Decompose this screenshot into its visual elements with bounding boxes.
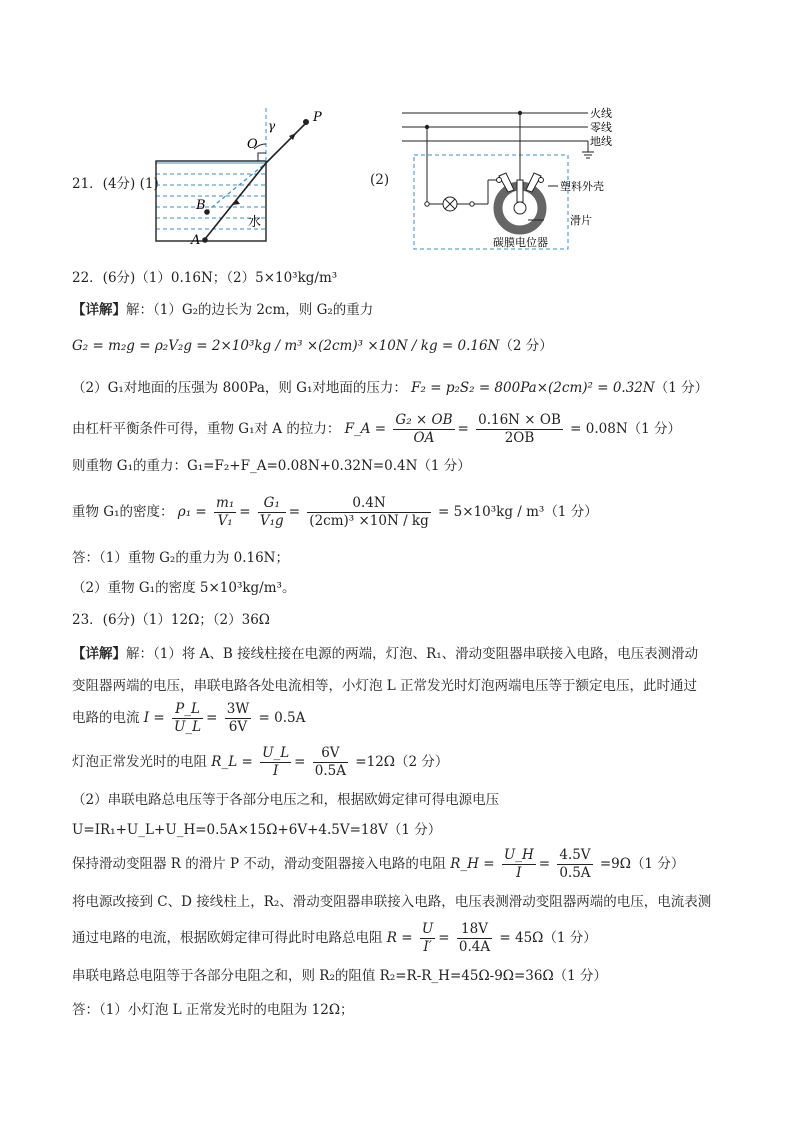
q22-line2 — [72, 378, 708, 398]
eqI-den1: U_L — [174, 719, 202, 735]
label-O: O — [247, 137, 258, 152]
eq3-den1: OA — [413, 430, 435, 446]
eqH-den2: 0.5A — [559, 865, 591, 881]
virtual-ray — [206, 163, 266, 212]
eq5-num2: G₁ — [258, 495, 286, 513]
eqT-lhs: R = — [386, 930, 413, 946]
eqH-score: （1 分） — [630, 856, 685, 872]
point-A — [202, 237, 208, 243]
q22-text3: 由杠杆平衡条件可得，重物 G₁对 A 的拉力： — [72, 421, 341, 437]
eqH-num2: 4.5V — [559, 847, 591, 863]
eq3-frac1 — [393, 412, 454, 447]
label-slider: 滑片 — [570, 214, 592, 227]
eq5-den1: V₁ — [217, 513, 233, 529]
eqI-frac2 — [225, 701, 251, 736]
eqR-den1: I — [272, 763, 279, 779]
eqR-score: （2 分） — [394, 754, 449, 770]
q23-text1c: 电路的电流 — [72, 710, 140, 726]
q22-answer2: （2）重物 G₁的密度 5×10³kg/m³。 — [72, 580, 296, 596]
label-ground-wire: 地线 — [590, 135, 612, 148]
eqI-num2: 3W — [226, 701, 250, 717]
eqT-frac2 — [457, 921, 492, 956]
eq3-num1: G₂ × OB — [395, 412, 453, 428]
eq5-frac2 — [258, 495, 286, 530]
eq5-frac3 — [307, 495, 430, 530]
eqT-den1: I′ — [423, 939, 432, 955]
q23-line7: 通过电路的电流，根据欧姆定律可得此时电路总电阻 R = $\frac{U}{I'}$ = $\frac{18V}{0.4A}$ = 45Ω（1 分） — [72, 921, 597, 955]
q23-line6: 将电源改接到 C、D 接线柱上，R₂、滑动变阻器串联接入电路，电压表测滑动变阻器两端的电压，电流表测 — [72, 894, 712, 910]
q23-line4: U=IR₁+U_L+U_H=0.5A×15Ω+6V+4.5V=18V（1 分） — [72, 822, 442, 838]
eq5-score: （1 分） — [544, 504, 598, 520]
point-P — [303, 119, 309, 125]
q23-para1a — [72, 644, 698, 664]
eqR-frac1 — [260, 745, 291, 780]
eq5-result: = 5×10³kg / m³ — [438, 504, 545, 520]
label-P: P — [313, 110, 322, 125]
eqT-score: （1 分） — [543, 930, 597, 946]
eqI-lhs: I = — [143, 710, 165, 726]
q22-text5: 重物 G₁的密度： — [72, 504, 174, 520]
q22-answer1: 答：（1）重物 G₂的重力为 0.16N； — [72, 550, 289, 566]
eqR-num1: U_L — [262, 745, 290, 761]
eq2-formula: F₂ = p₂S₂ = 800Pa×(2cm)² = 0.32N — [411, 380, 655, 396]
eqH-den1: I — [516, 865, 522, 881]
q21-part2-label: (2) — [370, 172, 390, 188]
q23-answer1: 答：（1）小灯泡 L 正常发光时的电阻为 12Ω； — [72, 1002, 354, 1018]
q23-para1c: 电路的电流 I = $\frac{P\_L}{U\_L}$ = $\frac{3W}{6V}$ = 0.5A — [72, 701, 306, 735]
eqT-num1: U — [421, 921, 434, 937]
q23-line2: 灯泡正常发光时的电阻 R_L = $\frac{U\_L}{I}$ = $\frac{6V}{0.5A}$ =12Ω（2 分） — [72, 745, 449, 779]
q23-text7: 通过电路的电流，根据欧姆定律可得此时电路总电阻 — [72, 930, 383, 946]
eqT-result: = 45Ω — [499, 930, 544, 946]
eq3-frac2 — [476, 412, 563, 447]
eqR-num2: 6V — [313, 745, 348, 763]
eqH-num1: U_H — [503, 847, 534, 863]
q22-line1 — [72, 300, 373, 320]
eqI-den2: 6V — [228, 719, 248, 735]
refraction-figure — [150, 108, 335, 253]
eq5-den2: V₁g — [259, 513, 284, 529]
eqH-lhs: R_H = — [450, 856, 495, 872]
eq1-formula: G₂ = m₂g = ρ₂V₂g = 2×10³kg / m³ ×(2cm)³ ×10N / kg = 0.16N — [72, 338, 500, 354]
circuit-figure — [398, 100, 638, 255]
q22-line5: 重物 G₁的密度： ρ₁ = $\frac{\text{m₁}}{\text{V₁}}$ = $\frac{\text{G₁}}{\text{V₁g}}$ = $\frac{0.4N}{\text{(2cm)³ ×10N / kg}}$ = 5×10³kg / m³（1 分） — [72, 495, 598, 529]
eq3-score: （1 分） — [627, 421, 682, 437]
q23-line8: 串联电路总电阻等于各部分电阻之和，则 R₂的阻值 R₂=R-R_H=45Ω-9Ω=36Ω（1 分） — [72, 968, 608, 984]
eq5-num3: 0.4N — [307, 495, 430, 513]
eq5-lhs: ρ₁ = — [177, 504, 207, 520]
q22-line3: 由杠杆平衡条件可得，重物 G₁对 A 的拉力： F_A = $\frac{\text{G₂ × OB}}{OA}$ = $\frac{0.16N \times OB}{2OB}$ = 0.08N（1 分） — [72, 412, 682, 446]
eq3-lhs: F_A = — [344, 421, 387, 437]
label-B: B — [196, 198, 206, 213]
eq5-frac1 — [214, 495, 236, 530]
eq1-score: （2 分） — [499, 338, 553, 354]
q23-header: 23．(6分)（1）12Ω；（2）36Ω — [72, 612, 270, 628]
eqI-num1: P_L — [172, 701, 203, 719]
eqT-den2: 0.4A — [458, 939, 491, 955]
right-angle-mark — [258, 153, 266, 161]
eqR-frac2 — [313, 745, 348, 780]
eqT-frac1 — [420, 921, 435, 956]
eq5-den3: (2cm)³ ×10N / kg — [309, 513, 429, 529]
q22-header: 22．(6分)（1）0.16N；（2）5×10³kg/m³ — [72, 270, 338, 286]
q22-text1: 解：（1）G₂的边长为 2cm，则 G₂的重力 — [126, 302, 374, 318]
label-plastic-shell: 塑料外壳 — [560, 180, 604, 193]
detail-tag: 【详解】 — [72, 302, 126, 318]
eq5-num1: m₁ — [216, 495, 235, 511]
label-live-wire: 火线 — [590, 107, 612, 120]
q23-text5: 保持滑动变阻器 R 的滑片 P 不动，滑动变阻器接入电路的电阻 — [72, 856, 446, 872]
eq3-num2: 0.16N × OB — [478, 412, 561, 428]
eqH-frac2 — [557, 847, 592, 882]
label-neutral-wire: 零线 — [590, 121, 612, 134]
eqT-num2: 18V — [457, 921, 492, 939]
q22-eq1 — [72, 336, 553, 356]
eqR-lhs: R_L = — [211, 754, 253, 770]
q23-para1b: 变阻器两端的电压，串联电路各处电流相等，小灯泡 L 正常发光时灯泡两端电压等于额定电压，此时通过 — [72, 678, 698, 694]
eqR-result: =12Ω — [355, 754, 395, 770]
eqI-result: = 0.5A — [258, 710, 306, 726]
label-A: A — [191, 233, 201, 248]
eqR-den2: 0.5A — [314, 763, 346, 779]
eq3-den2: 2OB — [504, 430, 535, 446]
eqH-result: =9Ω — [599, 856, 631, 872]
detail-tag-23: 【详解】 — [72, 646, 126, 662]
q22-text2: （2）G₁对地面的压强为 800Pa，则 G₁对地面的压力： — [72, 380, 407, 396]
q23-text1a: 解：（1）将 A、B 接线柱接在电源的两端，灯泡、R₁、滑动变阻器串联接入电路，电压表测滑动 — [126, 646, 699, 662]
q23-text2: 灯泡正常发光时的电阻 — [72, 754, 207, 770]
eqH-frac1 — [502, 847, 536, 882]
q21-header: 21．(4分) (1) — [72, 176, 159, 192]
eqI-frac1 — [172, 701, 203, 736]
q22-line4: 则重物 G₁的重力：G₁=F₂+F_A=0.08N+0.32N=0.4N（1 分） — [72, 458, 471, 474]
label-potentiometer: 碳膜电位器 — [493, 236, 548, 249]
label-water: 水 — [248, 215, 262, 230]
q23-line5: 保持滑动变阻器 R 的滑片 P 不动，滑动变阻器接入电路的电阻 R_H = $\frac{U\_H}{I}$ = $\frac{4.5V}{0.5A}$ =9Ω（1 分） — [72, 847, 685, 881]
eq2-score: （1 分） — [654, 380, 709, 396]
q23-line3: （2）串联电路总电压等于各部分电压之和，根据欧姆定律可得电源电压 — [72, 792, 500, 808]
eq3-result: = 0.08N — [570, 421, 628, 437]
label-gamma: γ — [268, 119, 276, 133]
